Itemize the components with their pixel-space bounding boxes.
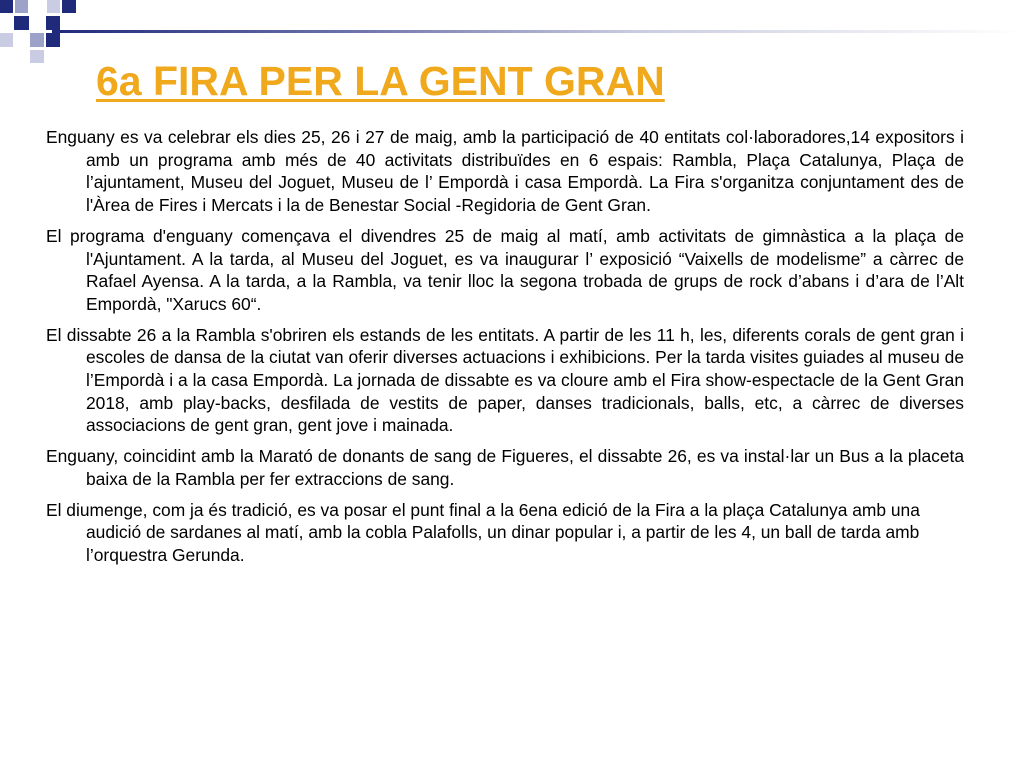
decor-square-2 bbox=[15, 0, 28, 13]
paragraph-intro: Enguany es va celebrar els dies 25, 26 i 27 de maig, amb la participació de 40 entitats col·laboradores,14 expositors i amb un programa amb més de 40 activitats distribuïdes en 6 espais: Rambla, Plaça Catalunya, Plaça de l’ajuntament, Museu del Joguet, Museu de l’ Empordà i casa Empordà. La Fira s'organitza conjuntament des de l'Àrea de Fires i Mercats i la de Benestar Social -Regidoria de Gent Gran. bbox=[46, 127, 964, 216]
decor-square-6 bbox=[46, 16, 60, 30]
decor-square-3 bbox=[47, 0, 60, 13]
paragraph-friday: El programa d'enguany començava el divendres 25 de maig al matí, amb activitats de gimnàstica a la plaça de l'Ajuntament. A la tarda, al Museu del Joguet, es va inaugurar l’ exposició “Vaixells de modelisme” a càrrec de Rafael Ayensa. A la tarda, a la Rambla, va tenir lloc la segona trobada de grups de rock d’abans i d’ara de l’Alt Empordà, "Xarucs 60“. bbox=[46, 225, 964, 314]
slide-body bbox=[46, 126, 964, 575]
decor-square-5 bbox=[14, 16, 29, 30]
decor-square-8 bbox=[46, 33, 60, 47]
decor-square-1 bbox=[0, 0, 13, 13]
paragraph-blood-drive: Enguany, coincidint amb la Marató de donants de sang de Figueres, el dissabte 26, es va instal·lar un Bus a la placeta baixa de la Rambla per fer extraccions de sang. bbox=[46, 446, 964, 489]
decor-square-4 bbox=[62, 0, 76, 13]
decor-square-7 bbox=[30, 33, 44, 47]
paragraph-saturday: El dissabte 26 a la Rambla s'obriren els estands de les entitats. A partir de les 11 h, les, diferents corals de gent gran i escoles de dansa de la ciutat van oferir diverses actuacions i exhibicions. Per la tarda visites guiades al museu de l’Empordà i a la casa Empordà. La jornada de dissabte es va cloure amb el Fira show-espectacle de la Gent Gran 2018, amb play-backs, desfilada de vestits de paper, danses tradicionals, balls, etc, a càrrec de diverses associacions de gent gran, gent jove i mainada. bbox=[46, 324, 964, 436]
decor-square-10 bbox=[30, 50, 44, 63]
paragraph-sunday: El diumenge, com ja és tradició, es va posar el punt final a la 6ena edició de la Fira a la plaça Catalunya amb una audició de sardanes al matí, amb la cobla Palafolls, un dinar popular i, a partir de les 4, un ball de tarda amb l’orquestra Gerunda. bbox=[46, 499, 920, 565]
decor-square-9 bbox=[0, 33, 13, 47]
header-gradient-line bbox=[52, 30, 1024, 33]
slide-title: 6a FIRA PER LA GENT GRAN bbox=[96, 58, 665, 104]
